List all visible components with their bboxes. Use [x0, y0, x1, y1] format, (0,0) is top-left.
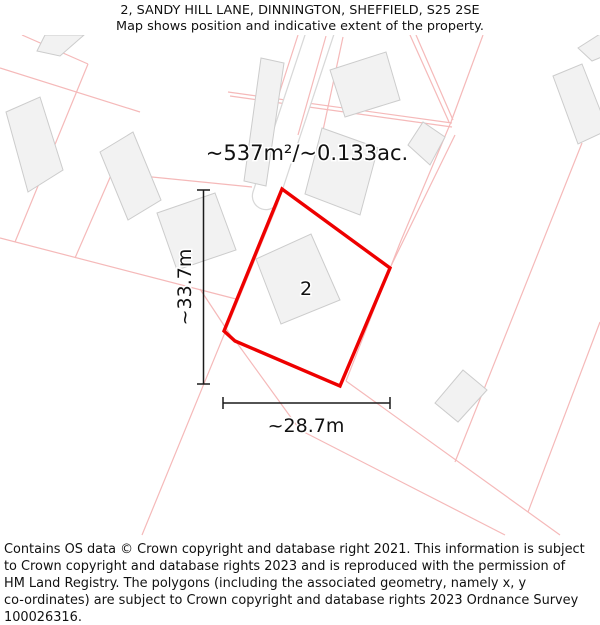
property-map: [0, 35, 600, 537]
building: [408, 122, 445, 165]
map-header: [0, 0, 600, 35]
building: [6, 97, 63, 192]
copyright-line: Contains OS data © Crown copyright and database right 2021. This information is subject: [4, 542, 585, 557]
building: [553, 64, 600, 144]
copyright-notice: [0, 537, 600, 625]
copyright-line: co-ordinates) are subject to Crown copyright and database rights 2023 Ordnance Survey: [4, 593, 579, 608]
copyright-line: to Crown copyright and database rights 2023 and is reproduced with the permission of: [4, 559, 566, 574]
building: [100, 132, 161, 220]
copyright-line: HM Land Registry. The polygons (including the associated geometry, namely x, y: [4, 576, 527, 591]
width-dimension-label: ~28.7m: [267, 415, 345, 437]
plot-building: [256, 234, 340, 324]
plot-number-label: 2: [299, 278, 313, 300]
width-dimension: [223, 397, 390, 437]
area-label: ~537m²/~0.133ac.: [205, 141, 409, 165]
height-dimension-label: ~33.7m: [174, 248, 196, 326]
building: [37, 35, 84, 56]
building: [435, 370, 487, 422]
copyright-line: 100026316.: [4, 610, 82, 625]
page-subtitle: Map shows position and indicative extent of the property.: [116, 19, 484, 34]
page-title: 2, SANDY HILL LANE, DINNINGTON, SHEFFIELD, S25 2SE: [120, 3, 480, 18]
building: [578, 35, 600, 61]
building: [157, 193, 236, 270]
